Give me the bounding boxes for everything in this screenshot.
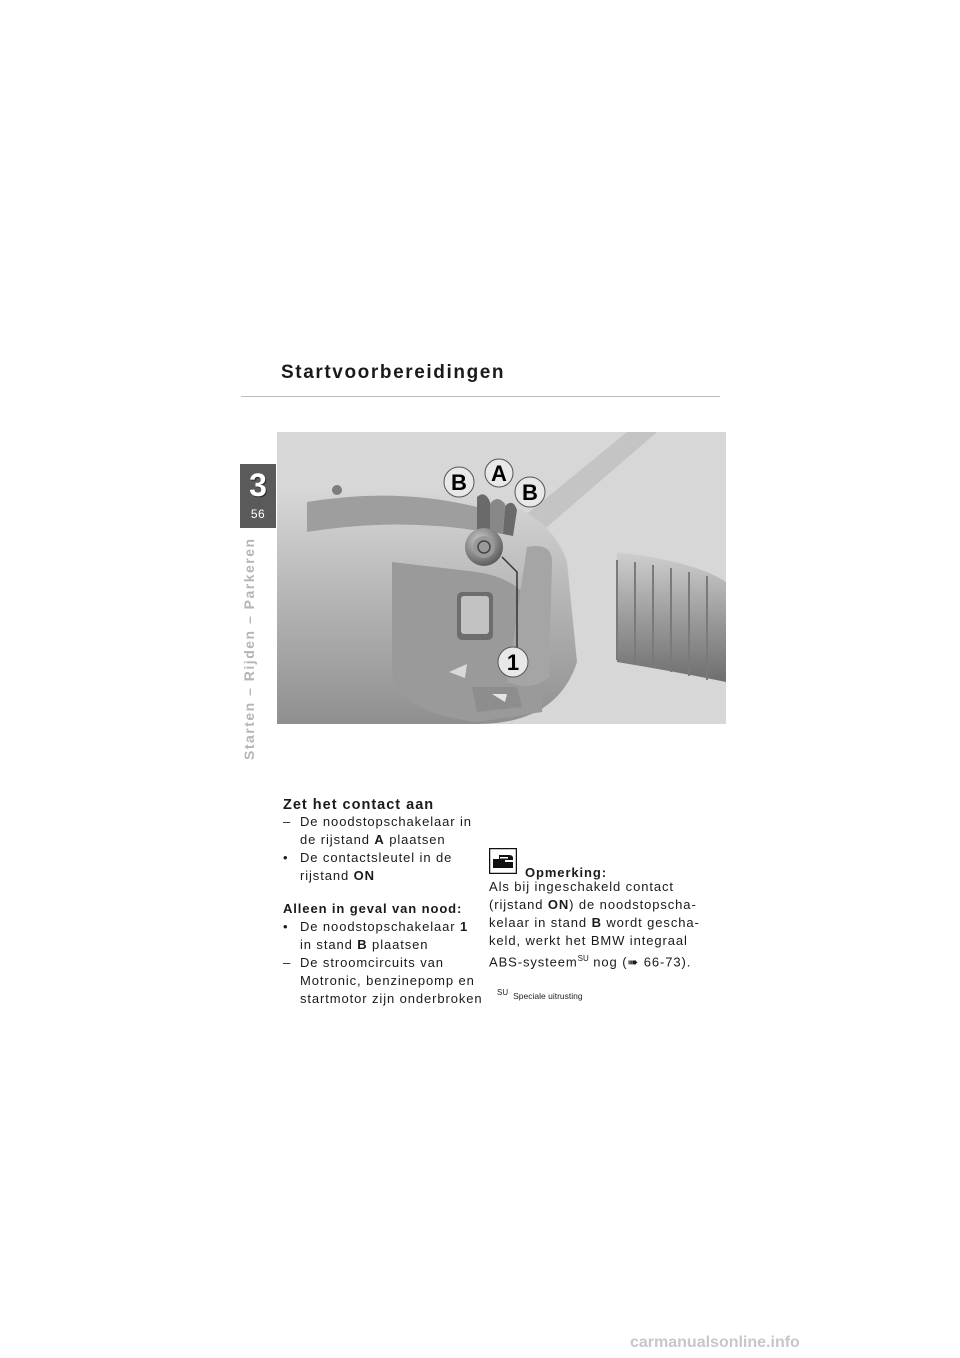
dash-marker: – [283,814,292,829]
note-block [489,848,709,971]
note-hand-icon [489,848,517,874]
label-1: 1 [506,650,520,675]
superscript-marker: SU [577,954,589,963]
footnote [497,988,583,1001]
list-item: • De contactsleutel in de rijstand ON [283,850,453,883]
note-text: Als bij ingeschakeld contact (rijstand ON) de noodstopschakelaar in stand B wordt geschakeld, werkt het BMW integraal ABS-systeem$^{SU}$ nog (➠ 66-73). [489,879,699,970]
dash-marker: – [283,955,292,970]
label-b-left: B [451,470,467,495]
chapter-number: 3 [249,467,267,503]
chapter-tab [240,464,276,528]
section-heading: Zet het contact aan [283,797,435,813]
chapter-side-label: Starten – Rijden – Parkeren [241,537,257,760]
switch-photo [277,432,726,724]
list-item: – De stroomcircuits van Motronic, benzinepomp en startmotor zijn onderbroken [283,955,483,1006]
list-item: • De noodstopschakelaar 1 in stand B plaatsen [283,919,469,952]
label-b-right: B [522,480,538,505]
bullet-marker: • [283,850,289,865]
note-label: Opmerking: [525,865,607,880]
page-number: 56 [250,507,266,521]
footnote-text: Speciale uitrusting [513,990,583,1001]
label-a: A [491,461,507,486]
header-rule [241,396,720,397]
page-title: Startvoorbereidingen [281,362,506,383]
emergency-heading: Alleen in geval van nood: [283,901,463,916]
watermark: carmanualsonline.info [630,1334,800,1351]
footnote-marker: SU [497,988,509,997]
left-column [283,797,483,1008]
note-header [489,848,709,878]
list-item: – De noodstopschakelaar in de rijstand A plaatsen [283,814,472,847]
bullet-marker: • [283,919,289,934]
